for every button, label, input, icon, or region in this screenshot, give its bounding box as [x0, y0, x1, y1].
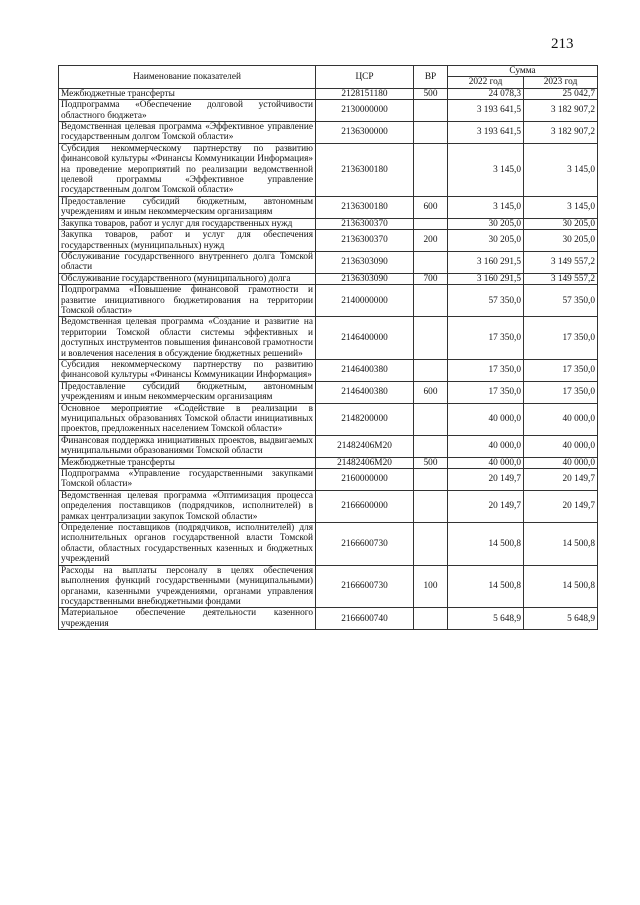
row-vr	[414, 608, 448, 630]
row-amount-2022: 17 350,0	[448, 381, 524, 403]
row-amount-2022: 40 000,0	[448, 403, 524, 435]
row-csr: 2166600730	[316, 523, 414, 566]
row-name: Материальное обеспечение деятельности казенного учреждения	[59, 608, 316, 630]
row-vr: 200	[414, 230, 448, 252]
row-amount-2023: 17 350,0	[524, 381, 598, 403]
row-vr: 100	[414, 565, 448, 608]
row-name: Субсидия некоммерческому партнерству по развитию финансовой культуры «Финансы Коммуникации Информация»	[59, 359, 316, 381]
table-row	[59, 490, 598, 522]
row-name: Расходы на выплаты персоналу в целях обеспечения выполнения функций государственными (муниципальными) органами, казенными учреждениями, органами управления государственными внебюджетными фондами	[59, 565, 316, 608]
row-csr: 2136300370	[316, 218, 414, 229]
row-name: Межбюджетные трансферты	[59, 457, 316, 468]
row-amount-2022: 57 350,0	[448, 285, 524, 317]
row-name: Субсидия некоммерческому партнерству по развитию финансовой культуры «Финансы Коммуникации Информация» на проведение мероприятий по реализации ведомственной целевой программы «Эффективное управление государственным долгом Томской области»	[59, 143, 316, 196]
row-csr: 2128151180	[316, 88, 414, 99]
row-name: Предоставление субсидий бюджетным, автономным учреждениям и иным некоммерческим организациям	[59, 196, 316, 218]
table-row	[59, 196, 598, 218]
row-name: Ведомственная целевая программа «Эффективное управление государственным долгом Томской области»	[59, 122, 316, 144]
row-amount-2023: 17 350,0	[524, 317, 598, 360]
row-vr	[414, 523, 448, 566]
row-amount-2023: 3 145,0	[524, 196, 598, 218]
table-row	[59, 381, 598, 403]
row-name: Подпрограмма «Управление государственными закупками Томской области»	[59, 469, 316, 491]
row-name: Обслуживание государственного (муниципального) долга	[59, 273, 316, 284]
row-vr	[414, 469, 448, 491]
row-csr: 2136300180	[316, 196, 414, 218]
row-amount-2022: 3 160 291,5	[448, 273, 524, 284]
row-vr	[414, 490, 448, 522]
row-name: Финансовая поддержка инициативных проектов, выдвигаемых муниципальными образованиями Томской области	[59, 435, 316, 457]
row-csr: 21482406М20	[316, 435, 414, 457]
row-csr: 21482406М20	[316, 457, 414, 468]
row-vr: 500	[414, 88, 448, 99]
table-row	[59, 359, 598, 381]
row-amount-2023: 3 145,0	[524, 143, 598, 196]
row-vr: 600	[414, 196, 448, 218]
row-name: Ведомственная целевая программа «Оптимизация процесса определения поставщиков (подрядчиков, исполнителей) в рамках централизации закупок Томской области»	[59, 490, 316, 522]
header-year-2023: 2023 год	[524, 77, 598, 88]
table-row	[59, 100, 598, 122]
row-csr: 2166600730	[316, 565, 414, 608]
row-amount-2022: 30 205,0	[448, 218, 524, 229]
row-amount-2023: 3 149 557,2	[524, 251, 598, 273]
row-vr	[414, 435, 448, 457]
row-amount-2022: 24 078,3	[448, 88, 524, 99]
row-csr: 2166600000	[316, 490, 414, 522]
row-amount-2022: 14 500,8	[448, 565, 524, 608]
table-row	[59, 403, 598, 435]
row-vr	[414, 359, 448, 381]
header-csr: ЦСР	[316, 66, 414, 89]
row-vr	[414, 218, 448, 229]
row-csr: 2136300370	[316, 230, 414, 252]
row-amount-2023: 30 205,0	[524, 218, 598, 229]
table-row	[59, 273, 598, 284]
row-vr	[414, 317, 448, 360]
row-vr	[414, 251, 448, 273]
row-amount-2023: 3 149 557,2	[524, 273, 598, 284]
row-amount-2023: 25 042,7	[524, 88, 598, 99]
row-amount-2023: 40 000,0	[524, 457, 598, 468]
table-row	[59, 469, 598, 491]
table-row	[59, 608, 598, 630]
row-name: Определение поставщиков (подрядчиков, исполнителей) для исполнительных органов государственной власти Томской области, областных государственных казенных и бюджетных учреждений	[59, 523, 316, 566]
row-amount-2023: 20 149,7	[524, 490, 598, 522]
table-row	[59, 317, 598, 360]
row-csr: 2166600740	[316, 608, 414, 630]
row-amount-2022: 3 193 641,5	[448, 122, 524, 144]
table-row	[59, 88, 598, 99]
table-row	[59, 218, 598, 229]
row-vr: 500	[414, 457, 448, 468]
row-name: Обслуживание государственного внутреннего долга Томской области	[59, 251, 316, 273]
row-amount-2022: 14 500,8	[448, 523, 524, 566]
row-name: Ведомственная целевая программа «Создание и развитие на территории Томской области системы эффективных и доступных инструментов повышения финансовой грамотности и вовлечения населения в обсуждение бюджетных решений»	[59, 317, 316, 360]
row-vr	[414, 403, 448, 435]
row-amount-2023: 40 000,0	[524, 403, 598, 435]
row-name: Межбюджетные трансферты	[59, 88, 316, 99]
table-body	[59, 88, 598, 629]
row-csr: 2130000000	[316, 100, 414, 122]
row-amount-2022: 40 000,0	[448, 435, 524, 457]
row-amount-2023: 30 205,0	[524, 230, 598, 252]
row-vr: 700	[414, 273, 448, 284]
row-amount-2022: 3 145,0	[448, 143, 524, 196]
row-vr	[414, 143, 448, 196]
row-csr: 2136303090	[316, 251, 414, 273]
row-csr: 2136300000	[316, 122, 414, 144]
table-row	[59, 122, 598, 144]
row-amount-2023: 20 149,7	[524, 469, 598, 491]
table-row	[59, 230, 598, 252]
row-amount-2023: 3 182 907,2	[524, 122, 598, 144]
row-amount-2022: 40 000,0	[448, 457, 524, 468]
row-amount-2022: 3 193 641,5	[448, 100, 524, 122]
table-row	[59, 285, 598, 317]
row-csr: 2140000000	[316, 285, 414, 317]
row-amount-2023: 40 000,0	[524, 435, 598, 457]
table-row	[59, 435, 598, 457]
row-name: Подпрограмма «Повышение финансовой грамотности и развитие инициативного бюджетирования на территории Томской области»	[59, 285, 316, 317]
row-name: Закупка товаров, работ и услуг для государственных нужд	[59, 218, 316, 229]
table-row	[59, 457, 598, 468]
row-amount-2023: 17 350,0	[524, 359, 598, 381]
row-amount-2022: 5 648,9	[448, 608, 524, 630]
row-csr: 2136300180	[316, 143, 414, 196]
table-row	[59, 523, 598, 566]
row-csr: 2136303090	[316, 273, 414, 284]
row-name: Подпрограмма «Обеспечение долговой устойчивости областного бюджета»	[59, 100, 316, 122]
budget-table	[58, 65, 598, 630]
header-year-2022: 2022 год	[448, 77, 524, 88]
row-name: Закупка товаров, работ и услуг для обеспечения государственных (муниципальных) нужд	[59, 230, 316, 252]
row-amount-2022: 20 149,7	[448, 490, 524, 522]
row-amount-2023: 14 500,8	[524, 565, 598, 608]
header-sum: Сумма	[448, 66, 598, 77]
row-amount-2022: 30 205,0	[448, 230, 524, 252]
row-amount-2023: 5 648,9	[524, 608, 598, 630]
row-vr	[414, 100, 448, 122]
row-csr: 2146400000	[316, 317, 414, 360]
page-number: 213	[551, 36, 574, 52]
row-amount-2023: 57 350,0	[524, 285, 598, 317]
table-row	[59, 565, 598, 608]
table-row	[59, 251, 598, 273]
header-vr: ВР	[414, 66, 448, 89]
row-amount-2022: 3 160 291,5	[448, 251, 524, 273]
row-vr	[414, 122, 448, 144]
row-amount-2022: 3 145,0	[448, 196, 524, 218]
row-amount-2023: 3 182 907,2	[524, 100, 598, 122]
row-csr: 2160000000	[316, 469, 414, 491]
row-amount-2022: 17 350,0	[448, 317, 524, 360]
table-row	[59, 143, 598, 196]
row-vr: 600	[414, 381, 448, 403]
row-csr: 2146400380	[316, 359, 414, 381]
row-name: Основное мероприятие «Содействие в реализации в муниципальных образованиях Томской области инициативных проектов, предложенных населением Томской области»	[59, 403, 316, 435]
header-name: Наименование показателей	[59, 66, 316, 89]
row-csr: 2148200000	[316, 403, 414, 435]
row-vr	[414, 285, 448, 317]
row-name: Предоставление субсидий бюджетным, автономным учреждениям и иным некоммерческим организациям	[59, 381, 316, 403]
row-amount-2023: 14 500,8	[524, 523, 598, 566]
row-amount-2022: 20 149,7	[448, 469, 524, 491]
row-amount-2022: 17 350,0	[448, 359, 524, 381]
row-csr: 2146400380	[316, 381, 414, 403]
